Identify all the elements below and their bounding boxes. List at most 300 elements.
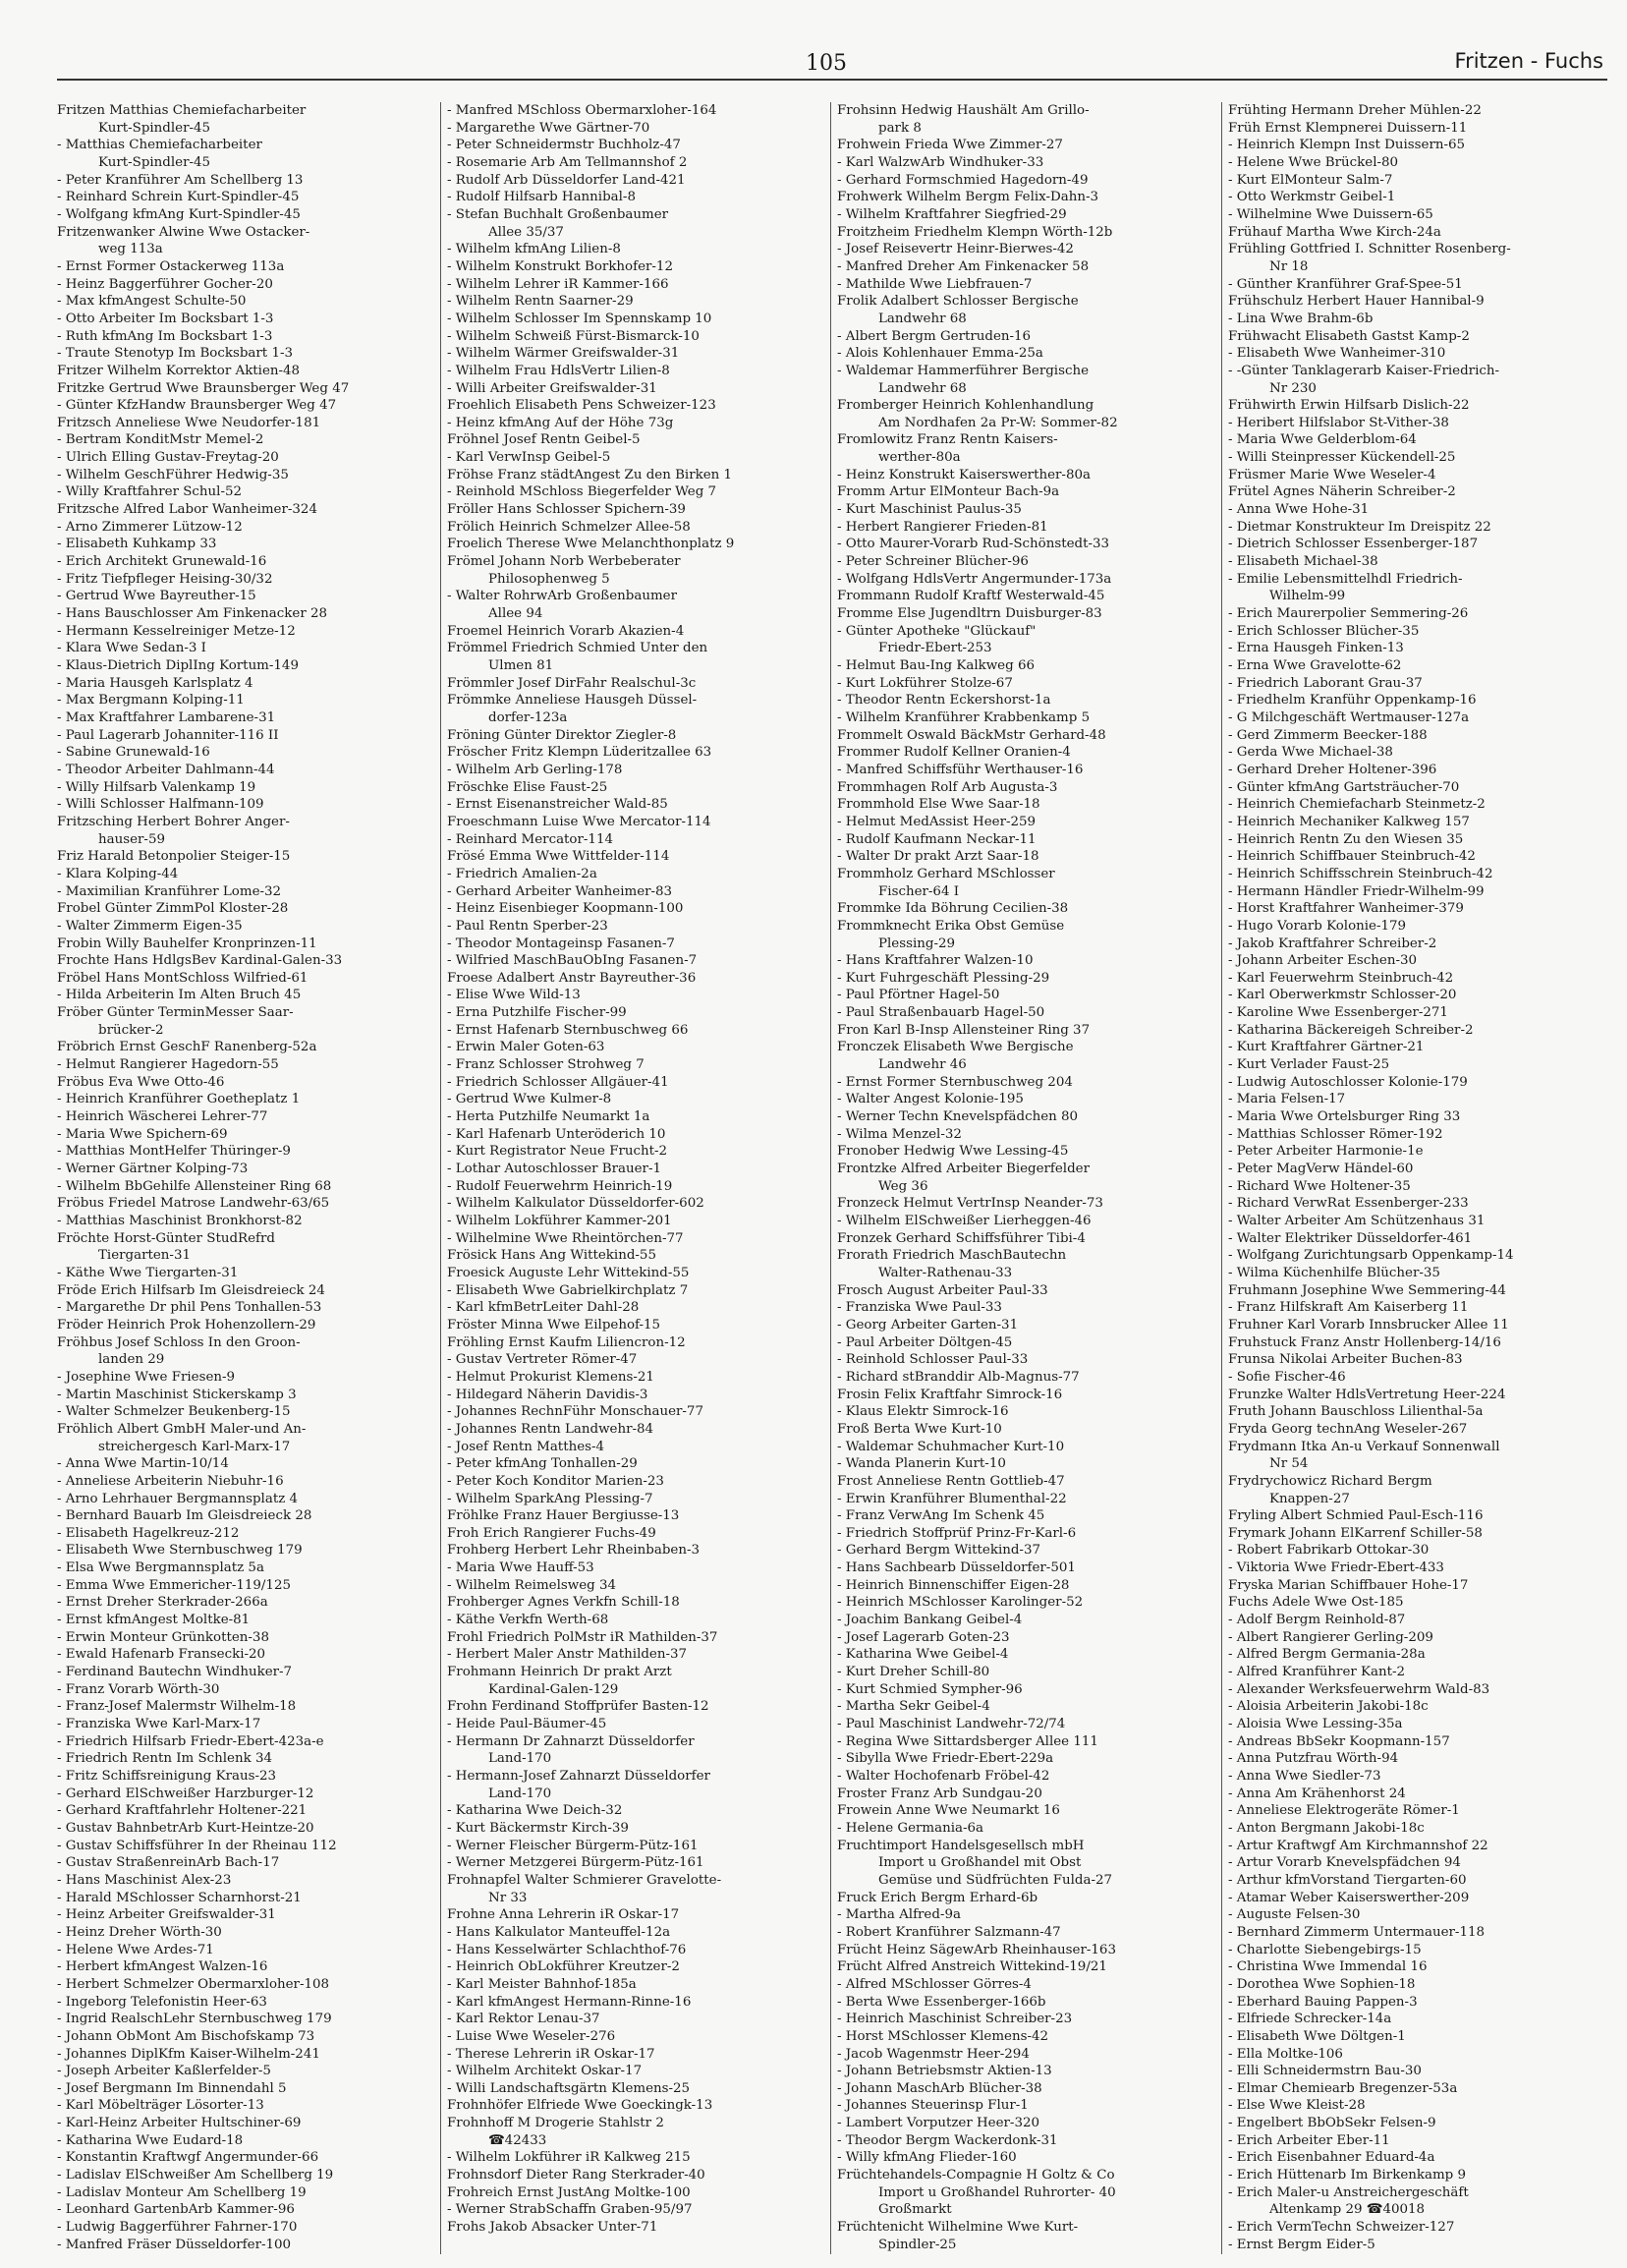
directory-entry: - Ernst Bergm Eider-5 xyxy=(1228,2237,1607,2254)
directory-entry: - Elisabeth Wwe Wanheimer-310 xyxy=(1228,345,1607,363)
directory-entry: Frohreich Ernst JustAng Moltke-100 xyxy=(447,2184,691,2200)
directory-entry: - Dietmar Konstrukteur Im Dreispitz 22 xyxy=(1228,519,1607,537)
directory-entry: - Kurt Registrator Neue Frucht-2 xyxy=(447,1143,825,1161)
directory-entry: - Herbert Rangierer Frieden-81 xyxy=(837,519,1216,537)
directory-entry: - Johann MaschArb Blücher-38 xyxy=(837,2080,1216,2098)
directory-entry: - Gertrud Wwe Bayreuther-15 xyxy=(57,588,435,605)
directory-entry: - Heinrich Mechaniker Kalkweg 157 xyxy=(1228,814,1607,831)
directory-entry: - Werner Metzgerei Bürgerm-Pütz-161 xyxy=(447,1854,825,1872)
directory-entry: - Robert Kranführer Salzmann-47 xyxy=(837,1924,1216,1942)
directory-entry: - Gerhard Formschmied Hagedorn-49 xyxy=(837,172,1216,190)
directory-entry: Frommknecht Erika Obst Gemüse xyxy=(837,918,1065,934)
directory-entry: Frommhold Else Wwe Saar-18 xyxy=(837,797,1040,813)
directory-entry: - Willy Hilfsarb Valenkamp 19 xyxy=(57,779,435,797)
directory-entry: Frohs Jakob Absacker Unter-71 xyxy=(447,2220,658,2236)
directory-entry: - Wilhelm Kalkulator Düsseldorfer-602 xyxy=(447,1195,825,1213)
directory-entry: - Otto Werkmstr Geibel-1 xyxy=(1228,189,1607,206)
directory-entry: Fröbrich Ernst GeschF Ranenberg-52a xyxy=(57,1040,317,1055)
directory-entry: - Kurt Verlader Faust-25 xyxy=(1228,1056,1607,1074)
directory-entry: - Gerhard Bergm Wittekind-37 xyxy=(837,1542,1216,1559)
directory-entry: - Richard stBranddir Alb-Magnus-77 xyxy=(837,1369,1216,1387)
directory-entry: - Peter Schneidermstr Buchholz-47 xyxy=(447,137,825,154)
directory-entry: Fröbus Eva Wwe Otto-46 xyxy=(57,1074,225,1090)
directory-entry: - Wilhelm Konstrukt Borkhofer-12 xyxy=(447,258,825,276)
directory-entry: - Wilhelm Rentn Saarner-29 xyxy=(447,293,825,311)
directory-entry: - Maria Wwe Spichern-69 xyxy=(57,1126,435,1144)
directory-entry: - Christina Wwe Immendal 16 xyxy=(1228,1958,1607,1976)
directory-entry: - Kurt Schmied Sympher-96 xyxy=(837,1681,1216,1699)
directory-entry: - Paul Lagerarb Johanniter-116 II xyxy=(57,727,435,745)
directory-entry: - Anna Putzfrau Wörth-94 xyxy=(1228,1750,1607,1768)
directory-entry: - Josef Rentn Matthes-4 xyxy=(447,1439,825,1456)
directory-entry: - Karl Meister Bahnhof-185a xyxy=(447,1976,825,1994)
directory-entry: - Hildegard Näherin Davidis-3 xyxy=(447,1387,825,1404)
directory-entry: Fron Karl B-Insp Allensteiner Ring 37 xyxy=(837,1022,1091,1038)
directory-entry: - Rudolf Hilfsarb Hannibal-8 xyxy=(447,189,825,206)
directory-entry: - Bernhard Zimmerm Untermauer-118 xyxy=(1228,1924,1607,1942)
directory-entry: - Johannes Steuerinsp Flur-1 xyxy=(837,2097,1216,2115)
directory-entry: - Günter KfzHandw Braunsberger Weg 47 xyxy=(57,397,435,415)
directory-entry: - Karl Möbelträger Lösorter-13 xyxy=(57,2097,435,2115)
directory-entry: - Paul Rentn Sperber-23 xyxy=(447,918,825,936)
directory-entry: Fröning Günter Direktor Ziegler-8 xyxy=(447,727,677,743)
directory-entry: - Karl kfmBetrLeiter Dahl-28 xyxy=(447,1299,825,1317)
directory-entry: Fruhner Karl Vorarb Innsbrucker Allee 11 xyxy=(1228,1317,1509,1332)
directory-entry: - Hans Maschinist Alex-23 xyxy=(57,1872,435,1890)
directory-entry: - Helene Wwe Brückel-80 xyxy=(1228,154,1607,172)
directory-entry: - Dietrich Schlosser Essenberger-187 xyxy=(1228,536,1607,553)
directory-entry: Fronzek Gerhard Schiffsführer Tibi-4 xyxy=(837,1230,1086,1246)
directory-entry: Fruhmann Josephine Wwe Semmering-44 xyxy=(1228,1282,1506,1298)
directory-entry: - Maximilian Kranführer Lome-32 xyxy=(57,883,435,901)
directory-entry: - Hans Kraftfahrer Walzen-10 xyxy=(837,952,1216,970)
directory-entry: Froese Adalbert Anstr Bayreuther-36 xyxy=(447,970,697,986)
directory-entry: - Gerhard Arbeiter Wanheimer-83 xyxy=(447,883,825,901)
directory-entry: - Maria Wwe Hauff-53 xyxy=(447,1559,825,1577)
directory-entry: - Friedrich Hilfsarb Friedr-Ebert-423a-e xyxy=(57,1733,435,1751)
directory-entry: - Heinz Dreher Wörth-30 xyxy=(57,1924,435,1942)
directory-entry: - Elmar Chemiearb Bregenzer-53a xyxy=(1228,2080,1607,2098)
directory-entry: - Albert Bergm Gertruden-16 xyxy=(837,328,1216,346)
directory-entry: - Maria Wwe Ortelsburger Ring 33 xyxy=(1228,1108,1607,1126)
directory-entry: - Gustav StraßenreinArb Bach-17 xyxy=(57,1854,435,1872)
directory-entry: Frowein Anne Wwe Neumarkt 16 xyxy=(837,1803,1060,1819)
directory-entry: - Hans Kalkulator Manteuffel-12a xyxy=(447,1924,825,1942)
directory-entry: - Lina Wwe Brahm-6b xyxy=(1228,311,1607,328)
directory-entry: - Anneliese Arbeiterin Niebuhr-16 xyxy=(57,1473,435,1491)
directory-entry: Frosin Felix Kraftfahr Simrock-16 xyxy=(837,1387,1063,1402)
entry-continuation: Ulmen 81 xyxy=(488,658,554,673)
directory-entry: - Anna Wwe Martin-10/14 xyxy=(57,1455,435,1473)
directory-entry: - Johann ObMont Am Bischofskamp 73 xyxy=(57,2028,435,2046)
directory-entry: - Hans Kesselwärter Schlachthof-76 xyxy=(447,1942,825,1959)
directory-entry: Frohl Friedrich PolMstr iR Mathilden-37 xyxy=(447,1629,718,1645)
directory-entry: - Rudolf Arb Düsseldorfer Land-421 xyxy=(447,172,825,190)
directory-entry: Froß Berta Wwe Kurt-10 xyxy=(837,1421,1002,1437)
directory-entry: - Werner Techn Knevelspfädchen 80 xyxy=(837,1108,1216,1126)
directory-entry: - Charlotte Siebengebirgs-15 xyxy=(1228,1942,1607,1959)
directory-entry: - Kurt Dreher Schill-80 xyxy=(837,1664,1216,1681)
page-number: 105 xyxy=(806,51,847,76)
entry-continuation: Allee 94 xyxy=(488,606,543,622)
entry-continuation: Philosophenweg 5 xyxy=(488,571,610,587)
header-rule xyxy=(57,79,1607,81)
directory-entry: - Gerhard Kraftfahrlehr Holtener-221 xyxy=(57,1802,435,1820)
entry-continuation: Gemüse und Südfrüchten Fulda-27 xyxy=(878,1872,1113,1888)
directory-entry: - Willi Arbeiter Greifswalder-31 xyxy=(447,380,825,398)
directory-entry: - Wilhelm GeschFührer Hedwig-35 xyxy=(57,467,435,484)
entry-continuation: Landwehr 68 xyxy=(878,380,967,396)
directory-entry: - Franziska Wwe Paul-33 xyxy=(837,1299,1216,1317)
directory-entry: - Fritz Tiefpfleger Heising-30/32 xyxy=(57,571,435,589)
directory-entry: - Richard Wwe Holtener-35 xyxy=(1228,1178,1607,1196)
directory-entry: - Erich Maurerpolier Semmering-26 xyxy=(1228,605,1607,623)
directory-entry: - Wilhelm Lehrer iR Kammer-166 xyxy=(447,276,825,294)
directory-entry: - Stefan Buchhalt Großenbaumer xyxy=(447,206,825,224)
directory-entry: Fritzer Wilhelm Korrektor Aktien-48 xyxy=(57,363,301,378)
directory-entry: - Erich Hüttenarb Im Birkenkamp 9 xyxy=(1228,2167,1607,2184)
directory-entry: - Johann Betriebsmstr Aktien-13 xyxy=(837,2063,1216,2080)
directory-entry: - Matthias Chemiefacharbeiter xyxy=(57,137,435,154)
directory-entry: - Kurt Lokführer Stolze-67 xyxy=(837,675,1216,693)
directory-entry: Frösé Emma Wwe Wittfelder-114 xyxy=(447,849,670,865)
directory-entry: - Harald MSchlosser Scharnhorst-21 xyxy=(57,1890,435,1907)
entry-continuation: Kurt-Spindler-45 xyxy=(98,120,211,136)
entry-continuation: Nr 230 xyxy=(1269,380,1317,396)
directory-entry: Frochte Hans HdlgsBev Kardinal-Galen-33 xyxy=(57,953,343,969)
directory-entry: - Theodor Bergm Wackerdonk-31 xyxy=(837,2132,1216,2150)
directory-entry: - Wilhelm kfmAng Lilien-8 xyxy=(447,241,825,258)
entry-continuation: Import u Großhandel mit Obst xyxy=(878,1855,1082,1871)
directory-entry: - Johann Arbeiter Eschen-30 xyxy=(1228,952,1607,970)
directory-entry: Fryling Albert Schmied Paul-Esch-116 xyxy=(1228,1508,1484,1524)
directory-entry: - Aloisia Wwe Lessing-35a xyxy=(1228,1716,1607,1733)
directory-entry: Frühwacht Elisabeth Gastst Kamp-2 xyxy=(1228,328,1470,344)
directory-entry: - Wolfgang Zurichtungsarb Oppenkamp-14 xyxy=(1228,1247,1607,1265)
directory-entry: Fruhstuck Franz Anstr Hollenberg-14/16 xyxy=(1228,1334,1501,1350)
directory-entry: - Eberhard Bauing Pappen-3 xyxy=(1228,1994,1607,2012)
directory-entry: - Karl Hafenarb Unteröderich 10 xyxy=(447,1126,825,1144)
directory-entry: - Margarethe Dr phil Pens Tonhallen-53 xyxy=(57,1299,435,1317)
directory-entry: - Jacob Wagenmstr Heer-294 xyxy=(837,2046,1216,2064)
directory-entry: Fröhse Franz städtAngest Zu den Birken 1 xyxy=(447,467,733,482)
directory-entry: - Peter Kranführer Am Schellberg 13 xyxy=(57,172,435,190)
entry-continuation: weg 113a xyxy=(98,242,163,257)
entry-continuation: Allee 35/37 xyxy=(488,224,564,240)
directory-entry: - Katharina Wwe Geibel-4 xyxy=(837,1646,1216,1664)
directory-entry: Fröller Hans Schlosser Spichern-39 xyxy=(447,502,686,518)
directory-entry: - Erich Maler-u Anstreichergeschäft xyxy=(1228,2184,1607,2202)
directory-entry: - Walter Dr prakt Arzt Saar-18 xyxy=(837,848,1216,866)
entry-continuation: Spindler-25 xyxy=(878,2237,957,2252)
directory-entry: Friz Harald Betonpolier Steiger-15 xyxy=(57,849,291,865)
directory-entry: - Heinrich Binnenschiffer Eigen-28 xyxy=(837,1577,1216,1595)
entry-continuation: Kardinal-Galen-129 xyxy=(488,1681,619,1697)
directory-entry: - Wilhelm Frau HdlsVertr Lilien-8 xyxy=(447,363,825,380)
directory-entry: Froitzheim Friedhelm Klempn Wörth-12b xyxy=(837,224,1113,240)
directory-entry: - Walter Zimmerm Eigen-35 xyxy=(57,918,435,936)
directory-entry: - Ludwig Baggerführer Fahrner-170 xyxy=(57,2219,435,2237)
directory-entry: Fritzsch Anneliese Wwe Neudorfer-181 xyxy=(57,415,321,430)
directory-entry: - Anneliese Elektrogeräte Römer-1 xyxy=(1228,1802,1607,1820)
directory-entry: Frymark Johann ElKarrenf Schiller-58 xyxy=(1228,1525,1483,1541)
directory-entry: - Heinrich Maschinist Schreiber-23 xyxy=(837,2011,1216,2028)
directory-entry: - Hermann-Josef Zahnarzt Düsseldorfer xyxy=(447,1768,825,1786)
directory-entry: - Theodor Montageinsp Fasanen-7 xyxy=(447,936,825,953)
directory-entry: - Hilda Arbeiterin Im Alten Bruch 45 xyxy=(57,987,435,1004)
directory-entry: Früsmer Marie Wwe Weseler-4 xyxy=(1228,467,1436,482)
directory-entry: - Erich Eisenbahner Eduard-4a xyxy=(1228,2149,1607,2167)
entry-continuation: Nr 54 xyxy=(1269,1456,1309,1472)
directory-entry: - Walter Hochofenarb Fröbel-42 xyxy=(837,1768,1216,1786)
directory-entry: - Alfred Kranführer Kant-2 xyxy=(1228,1664,1607,1681)
directory-entry: - Heinrich Kranführer Goetheplatz 1 xyxy=(57,1091,435,1108)
directory-entry: Frohwein Frieda Wwe Zimmer-27 xyxy=(837,138,1063,153)
directory-entry: Frohwerk Wilhelm Bergm Felix-Dahn-3 xyxy=(837,190,1099,205)
directory-entry: - Elisabeth Hagelkreuz-212 xyxy=(57,1525,435,1543)
directory-entry: - Friedrich Amalien-2a xyxy=(447,866,825,883)
directory-entry: - Emilie Lebensmittelhdl Friedrich- xyxy=(1228,571,1607,589)
entry-continuation: werther-80a xyxy=(878,450,961,466)
directory-entry: - Helmut MedAssist Heer-259 xyxy=(837,814,1216,831)
directory-entry: - Günter Apotheke "Glückauf" xyxy=(837,623,1216,641)
directory-entry: - Wilhelm Architekt Oskar-17 xyxy=(447,2063,825,2080)
directory-entry: - Franz Hilfskraft Am Kaiserberg 11 xyxy=(1228,1299,1607,1317)
directory-entry: - Arthur kfmVorstand Tiergarten-60 xyxy=(1228,1872,1607,1890)
directory-entry: - Manfred Dreher Am Finkenacker 58 xyxy=(837,258,1216,276)
directory-entry: - -Günter Tanklagerarb Kaiser-Friedrich- xyxy=(1228,363,1607,380)
directory-entry: - Georg Arbeiter Garten-31 xyxy=(837,1317,1216,1334)
directory-entry: - Willi Landschaftsgärtn Klemens-25 xyxy=(447,2080,825,2098)
directory-entry: - Paul Arbeiter Döltgen-45 xyxy=(837,1334,1216,1352)
directory-entry: - Karl WalzwArb Windhuker-33 xyxy=(837,154,1216,172)
directory-entry: - Reinhard Schrein Kurt-Spindler-45 xyxy=(57,189,435,206)
directory-entry: - Paul Maschinist Landwehr-72/74 xyxy=(837,1716,1216,1733)
entry-continuation: landen 29 xyxy=(98,1352,165,1368)
directory-entry: Frühschulz Herbert Hauer Hannibal-9 xyxy=(1228,294,1485,310)
directory-entry: Froeschmann Luise Wwe Mercator-114 xyxy=(447,814,711,829)
directory-entry: - Manfred Fräser Düsseldorfer-100 xyxy=(57,2237,435,2254)
directory-entry: - Traute Stenotyp Im Bocksbart 1-3 xyxy=(57,345,435,363)
directory-entry: Fryda Georg technAng Weseler-267 xyxy=(1228,1421,1468,1437)
entry-continuation: Landwehr 46 xyxy=(878,1057,967,1073)
entry-continuation: streichergesch Karl-Marx-17 xyxy=(98,1439,291,1454)
directory-entry: Fröbel Hans MontSchloss Wilfried-61 xyxy=(57,970,309,986)
entry-continuation: Knappen-27 xyxy=(1269,1491,1350,1506)
directory-entry: - Friedrich Schlosser Allgäuer-41 xyxy=(447,1074,825,1092)
directory-entry: - Manfred Schiffsführ Werthauser-16 xyxy=(837,762,1216,779)
directory-entry: Frommann Rudolf Kraftf Westerwald-45 xyxy=(837,589,1105,604)
directory-entry: - Berta Wwe Essenberger-166b xyxy=(837,1994,1216,2012)
directory-entry: - Heinrich ObLokführer Kreutzer-2 xyxy=(447,1958,825,1976)
directory-entry: - Leonhard GartenbArb Kammer-96 xyxy=(57,2201,435,2219)
directory-entry: Frunsa Nikolai Arbeiter Buchen-83 xyxy=(1228,1352,1463,1368)
directory-entry: Frohnsdorf Dieter Rang Sterkrader-40 xyxy=(447,2168,705,2183)
directory-entry: Fritzsche Alfred Labor Wanheimer-324 xyxy=(57,502,317,518)
directory-entry: - Artur Vorarb Knevelspfädchen 94 xyxy=(1228,1854,1607,1872)
entry-continuation: ☎42433 xyxy=(488,2132,547,2148)
directory-entry: - Kurt Fuhrgeschäft Plessing-29 xyxy=(837,970,1216,988)
directory-entry: - Helene Wwe Ardes-71 xyxy=(57,1942,435,1959)
directory-entry: - Bernhard Bauarb Im Gleisdreieck 28 xyxy=(57,1507,435,1525)
directory-entry: - Ulrich Elling Gustav-Freytag-20 xyxy=(57,449,435,467)
directory-entry: Fröbus Friedel Matrose Landwehr-63/65 xyxy=(57,1196,330,1212)
directory-entry: - Werner StrabSchaffn Graben-95/97 xyxy=(447,2201,825,2219)
directory-entry: Fröhling Ernst Kaufm Liliencron-12 xyxy=(447,1334,686,1350)
directory-entry: Fröhbus Josef Schloss In den Groon- xyxy=(57,1334,301,1350)
directory-entry: - Otto Arbeiter Im Bocksbart 1-3 xyxy=(57,311,435,328)
directory-entry: - Ernst Eisenanstreicher Wald-85 xyxy=(447,796,825,814)
directory-entry: - Heinrich MSchlosser Karolinger-52 xyxy=(837,1594,1216,1612)
directory-entry: - Franz Schlosser Strohweg 7 xyxy=(447,1056,825,1074)
directory-entry: Frösick Hans Ang Wittekind-55 xyxy=(447,1248,656,1264)
directory-entry: - Gerd Zimmerm Beecker-188 xyxy=(1228,727,1607,745)
directory-entry: Früchtehandels-Compagnie H Goltz & Co xyxy=(837,2168,1115,2183)
directory-entry: - Arno Zimmerer Lützow-12 xyxy=(57,519,435,537)
directory-entry: Frölich Heinrich Schmelzer Allee-58 xyxy=(447,519,691,535)
directory-entry: Frost Anneliese Rentn Gottlieb-47 xyxy=(837,1473,1065,1489)
directory-entry: Frontzke Alfred Arbeiter Biegerfelder xyxy=(837,1162,1090,1177)
directory-entry: - Heinrich Rentn Zu den Wiesen 35 xyxy=(1228,831,1607,849)
directory-entry: Froesick Auguste Lehr Wittekind-55 xyxy=(447,1265,690,1280)
directory-entry: Fromm Artur ElMonteur Bach-9a xyxy=(837,484,1060,500)
directory-entry: - Karoline Wwe Essenberger-271 xyxy=(1228,1004,1607,1022)
directory-entry: Frommhagen Rolf Arb Augusta-3 xyxy=(837,779,1058,795)
entry-continuation: Fischer-64 I xyxy=(878,883,960,899)
directory-entry: - Ladislav ElSchweißer Am Schellberg 19 xyxy=(57,2167,435,2184)
directory-entry: - Kurt Maschinist Paulus-35 xyxy=(837,501,1216,519)
directory-entry: - Willy kfmAng Flieder-160 xyxy=(837,2149,1216,2167)
column-divider xyxy=(1221,102,1222,2254)
directory-entry: - Josef Lagerarb Goten-23 xyxy=(837,1629,1216,1647)
directory-entry: - Jakob Kraftfahrer Schreiber-2 xyxy=(1228,936,1607,953)
directory-entry: Frütel Agnes Näherin Schreiber-2 xyxy=(1228,484,1456,500)
directory-entry: Fronober Hedwig Wwe Lessing-45 xyxy=(837,1144,1069,1160)
directory-entry: - Anna Wwe Hohe-31 xyxy=(1228,501,1607,519)
directory-entry: - Wilhelmine Wwe Duissern-65 xyxy=(1228,206,1607,224)
directory-entry: Frorath Friedrich MaschBautechn xyxy=(837,1248,1067,1264)
directory-entry: - Ludwig Autoschlosser Kolonie-179 xyxy=(1228,1074,1607,1092)
entry-continuation: Nr 18 xyxy=(1269,258,1309,274)
directory-entry: - Auguste Felsen-30 xyxy=(1228,1906,1607,1924)
directory-entry: - Johannes DiplKfm Kaiser-Wilhelm-241 xyxy=(57,2046,435,2064)
directory-column-3 xyxy=(837,102,1216,2254)
directory-entry: - Manfred MSchloss Obermarxloher-164 xyxy=(447,102,825,120)
directory-entry: Früchtenicht Wilhelmine Wwe Kurt- xyxy=(837,2220,1079,2236)
directory-entry: Fruck Erich Bergm Erhard-6b xyxy=(837,1890,1038,1905)
directory-entry: - Ernst Former Ostackerweg 113a xyxy=(57,258,435,276)
directory-entry: - Hans Sachbearb Düsseldorfer-501 xyxy=(837,1559,1216,1577)
directory-entry: - Waldemar Hammerführer Bergische xyxy=(837,363,1216,380)
directory-entry: - Katharina Wwe Eudard-18 xyxy=(57,2132,435,2150)
directory-entry: - Gustav Vertreter Römer-47 xyxy=(447,1351,825,1369)
directory-entry: - Peter Schreiner Blücher-96 xyxy=(837,553,1216,571)
entry-continuation: Tiergarten-31 xyxy=(98,1248,191,1264)
directory-entry: - Sabine Grunewald-16 xyxy=(57,744,435,762)
entry-continuation: Plessing-29 xyxy=(878,936,956,951)
directory-entry: - Anton Bergmann Jakobi-18c xyxy=(1228,1820,1607,1838)
directory-entry: - Atamar Weber Kaiserswerther-209 xyxy=(1228,1890,1607,1907)
directory-entry: - Anna Wwe Siedler-73 xyxy=(1228,1768,1607,1786)
directory-entry: - Martha Alfred-9a xyxy=(837,1906,1216,1924)
directory-entry: - Katharina Bäckereigeh Schreiber-2 xyxy=(1228,1022,1607,1040)
directory-entry: - Regina Wwe Sittardsberger Allee 111 xyxy=(837,1733,1216,1751)
directory-column-1 xyxy=(57,102,435,2254)
directory-entry: - Martha Sekr Geibel-4 xyxy=(837,1698,1216,1716)
directory-entry: Fröster Minna Wwe Eilpehof-15 xyxy=(447,1317,661,1332)
directory-entry: Fromlowitz Franz Rentn Kaisers- xyxy=(837,432,1058,448)
directory-entry: - Erich Schlosser Blücher-35 xyxy=(1228,623,1607,641)
directory-entry: - Wilfried MaschBauObIng Fasanen-7 xyxy=(447,952,825,970)
directory-entry: - Heinz Eisenbieger Koopmann-100 xyxy=(447,900,825,918)
directory-entry: Fromme Else Jugendltrn Duisburger-83 xyxy=(837,606,1102,622)
directory-entry: - Erwin Monteur Grünkotten-38 xyxy=(57,1629,435,1647)
directory-entry: - Elisabeth Wwe Sternbuschweg 179 xyxy=(57,1542,435,1559)
directory-entry: - Willi Steinpresser Kückendell-25 xyxy=(1228,449,1607,467)
directory-entry: - Johannes Rentn Landwehr-84 xyxy=(447,1421,825,1439)
directory-entry: - Ladislav Monteur Am Schellberg 19 xyxy=(57,2184,435,2202)
directory-entry: - Walter Angest Kolonie-195 xyxy=(837,1091,1216,1108)
entry-continuation: Land-170 xyxy=(488,1751,552,1767)
directory-entry: - Wolfgang kfmAng Kurt-Spindler-45 xyxy=(57,206,435,224)
directory-entry: Frommer Rudolf Kellner Oranien-4 xyxy=(837,745,1071,761)
directory-entry: Fritzsching Herbert Bohrer Anger- xyxy=(57,814,290,829)
directory-entry: - Maria Wwe Gelderblom-64 xyxy=(1228,431,1607,449)
directory-entry: - Klaus-Dietrich DiplIng Kortum-149 xyxy=(57,657,435,675)
directory-entry: - Wilhelm Schlosser Im Spennskamp 10 xyxy=(447,311,825,328)
entry-continuation: Großmarkt xyxy=(878,2202,952,2218)
directory-entry: Fröscher Fritz Klempn Lüderitzallee 63 xyxy=(447,745,712,761)
entry-continuation: Am Nordhafen 2a Pr-W: Sommer-82 xyxy=(878,415,1118,430)
directory-entry: - Friedhelm Kranführ Oppenkamp-16 xyxy=(1228,692,1607,709)
directory-entry: - Ernst Dreher Sterkrader-266a xyxy=(57,1594,435,1612)
directory-entry: - Gertrud Wwe Kulmer-8 xyxy=(447,1091,825,1108)
directory-entry: Frunzke Walter HdlsVertretung Heer-224 xyxy=(1228,1387,1506,1402)
directory-entry: Fritzen Matthias Chemiefacharbeiter xyxy=(57,103,307,118)
directory-entry: - Erna Putzhilfe Fischer-99 xyxy=(447,1004,825,1022)
directory-entry: - Walter Elektriker Düsseldorfer-461 xyxy=(1228,1230,1607,1248)
directory-entry: - Gerhard ElSchweißer Harzburger-12 xyxy=(57,1786,435,1803)
directory-entry: - Günter kfmAng Gartsträucher-70 xyxy=(1228,779,1607,797)
directory-entry: - Karl Rektor Lenau-37 xyxy=(447,2011,825,2028)
directory-entry: Fryska Marian Schiffbauer Hohe-17 xyxy=(1228,1577,1469,1593)
directory-entry: - Alexander Werksfeuerwehrm Wald-83 xyxy=(1228,1681,1607,1699)
directory-entry: - Josephine Wwe Friesen-9 xyxy=(57,1369,435,1387)
directory-entry: - Herbert kfmAngest Walzen-16 xyxy=(57,1958,435,1976)
directory-entry: Frobin Willy Bauhelfer Kronprinzen-11 xyxy=(57,936,317,951)
directory-entry: - Elise Wwe Wild-13 xyxy=(447,987,825,1004)
directory-entry: Fronzeck Helmut VertrInsp Neander-73 xyxy=(837,1196,1103,1212)
directory-entry: - Wilhelmine Wwe Rheintörchen-77 xyxy=(447,1230,825,1248)
entry-continuation: Weg 36 xyxy=(878,1178,928,1194)
directory-entry: - Heinz Arbeiter Greifswalder-31 xyxy=(57,1906,435,1924)
directory-entry: Frohsinn Hedwig Haushält Am Grillo- xyxy=(837,103,1090,118)
directory-entry: - Werner Fleischer Bürgerm-Pütz-161 xyxy=(447,1838,825,1855)
directory-entry: Fröhlich Albert GmbH Maler-und An- xyxy=(57,1421,307,1437)
directory-entry: - Karl VerwInsp Geibel-5 xyxy=(447,449,825,467)
directory-entry: - Helmut Prokurist Klemens-21 xyxy=(447,1369,825,1387)
directory-entry: - Sofie Fischer-46 xyxy=(1228,1369,1607,1387)
directory-entry: - Herbert Schmelzer Obermarxloher-108 xyxy=(57,1976,435,1994)
directory-entry: Frohne Anna Lehrerin iR Oskar-17 xyxy=(447,1907,680,1923)
directory-entry: - Mathilde Wwe Liebfrauen-7 xyxy=(837,276,1216,294)
directory-entry: Frobel Günter ZimmPol Kloster-28 xyxy=(57,901,289,917)
directory-entry: Fröde Erich Hilfsarb Im Gleisdreieck 24 xyxy=(57,1282,325,1298)
directory-entry: - Helmut Rangierer Hagedorn-55 xyxy=(57,1056,435,1074)
directory-entry: - Elisabeth Kuhkamp 33 xyxy=(57,536,435,553)
directory-entry: - Käthe Wwe Tiergarten-31 xyxy=(57,1265,435,1282)
directory-entry: - Max Bergmann Kolping-11 xyxy=(57,692,435,709)
